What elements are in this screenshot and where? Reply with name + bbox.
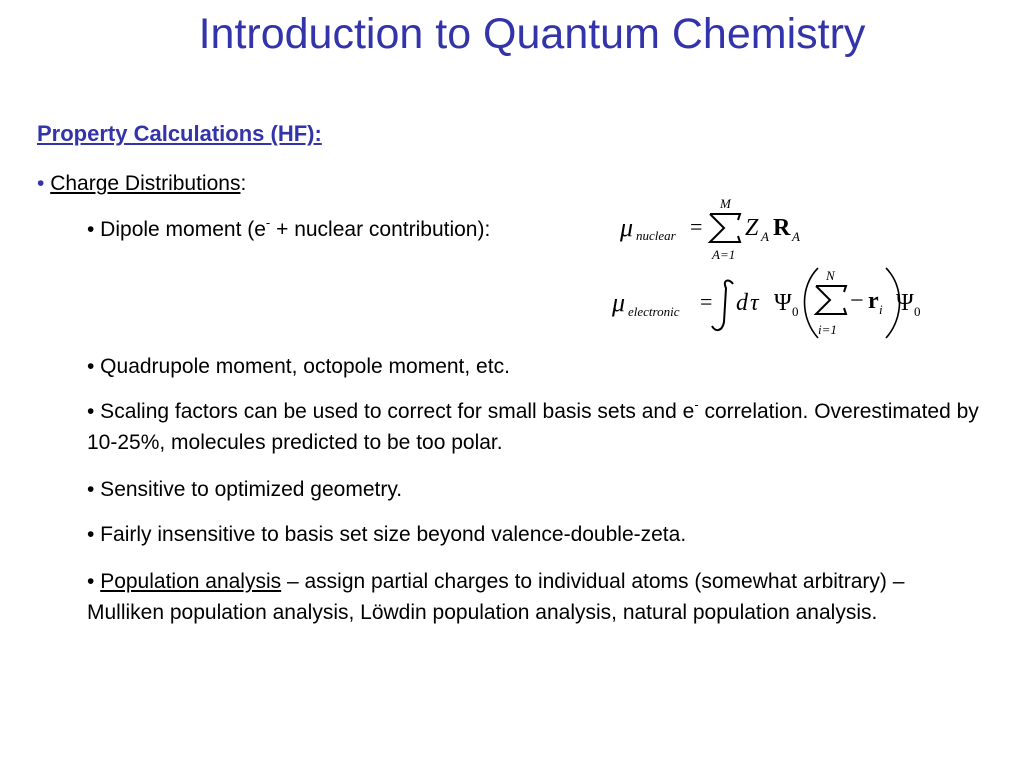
population-bullet: • bbox=[87, 570, 101, 593]
population-description: – assign partial charges to individual atoms (somewhat arbitrary) – Mulliken population analysis, Löwdin population analysis, natural population analysis. bbox=[87, 570, 905, 624]
charge-distributions-label: Charge Distributions bbox=[50, 172, 241, 195]
dipole-prefix: • Dipole moment (e bbox=[87, 218, 266, 241]
sum-upper-limit: N bbox=[826, 268, 835, 283]
d-symbol: d bbox=[736, 290, 748, 316]
scaling-prefix: • Scaling factors can be used to correct for small basis sets and e bbox=[87, 400, 695, 423]
electronic-subscript: electronic bbox=[628, 304, 680, 319]
mu-symbol: μ bbox=[612, 288, 626, 317]
sum-lower-limit: A=1 bbox=[712, 247, 736, 262]
summation-sign bbox=[710, 214, 740, 242]
psi-subscript-2: 0 bbox=[914, 304, 921, 319]
population-analysis-label: Population analysis bbox=[100, 570, 282, 593]
scaling-suffix: correlation. Overestimated by 10-25%, molecules predicted to be too polar. bbox=[87, 400, 979, 454]
section-heading: Property Calculations (HF): bbox=[37, 121, 322, 146]
tau-symbol: τ bbox=[750, 290, 759, 316]
population-analysis-item bbox=[87, 566, 967, 628]
r-vector: r bbox=[868, 288, 879, 314]
nuclear-subscript: nuclear bbox=[636, 228, 676, 243]
quadrupole-item: • Quadrupole moment, octopole moment, etc. bbox=[87, 355, 510, 378]
r-subscript: i bbox=[879, 302, 883, 317]
charge-subscript: A bbox=[761, 229, 769, 244]
summation-sign bbox=[816, 286, 846, 314]
integral-sign bbox=[712, 281, 733, 331]
equals-sign: = bbox=[690, 214, 703, 239]
left-parenthesis bbox=[805, 268, 819, 338]
dipole-moment-item bbox=[87, 214, 490, 245]
basis-set-item: • Fairly insensitive to basis set size beyond valence-double-zeta. bbox=[87, 523, 687, 546]
psi-symbol-2: Ψ bbox=[896, 290, 914, 316]
slide-title: Introduction to Quantum Chemistry bbox=[198, 10, 866, 58]
electronic-dipole-equation bbox=[608, 262, 938, 349]
geometry-item: • Sensitive to optimized geometry. bbox=[87, 478, 403, 501]
position-R: R bbox=[773, 215, 791, 241]
psi-symbol: Ψ bbox=[774, 290, 792, 316]
position-subscript: A bbox=[792, 229, 800, 244]
scaling-factors-item bbox=[87, 396, 987, 458]
minus-sign: − bbox=[850, 288, 864, 314]
charge-Z: Z bbox=[745, 215, 759, 241]
mu-symbol: μ bbox=[620, 213, 634, 242]
scaling-sup: - bbox=[694, 397, 699, 412]
charge-distributions-item bbox=[37, 168, 246, 199]
dipole-suffix: + nuclear contribution): bbox=[270, 218, 491, 241]
bullet: • bbox=[37, 172, 45, 195]
colon: : bbox=[240, 172, 247, 195]
sum-lower-limit: i=1 bbox=[818, 322, 837, 337]
sum-upper-limit: M bbox=[720, 196, 731, 211]
nuclear-dipole-equation bbox=[612, 192, 812, 269]
dipole-sup: - bbox=[265, 215, 271, 230]
psi-subscript: 0 bbox=[792, 304, 799, 319]
equals-sign: = bbox=[700, 289, 713, 314]
